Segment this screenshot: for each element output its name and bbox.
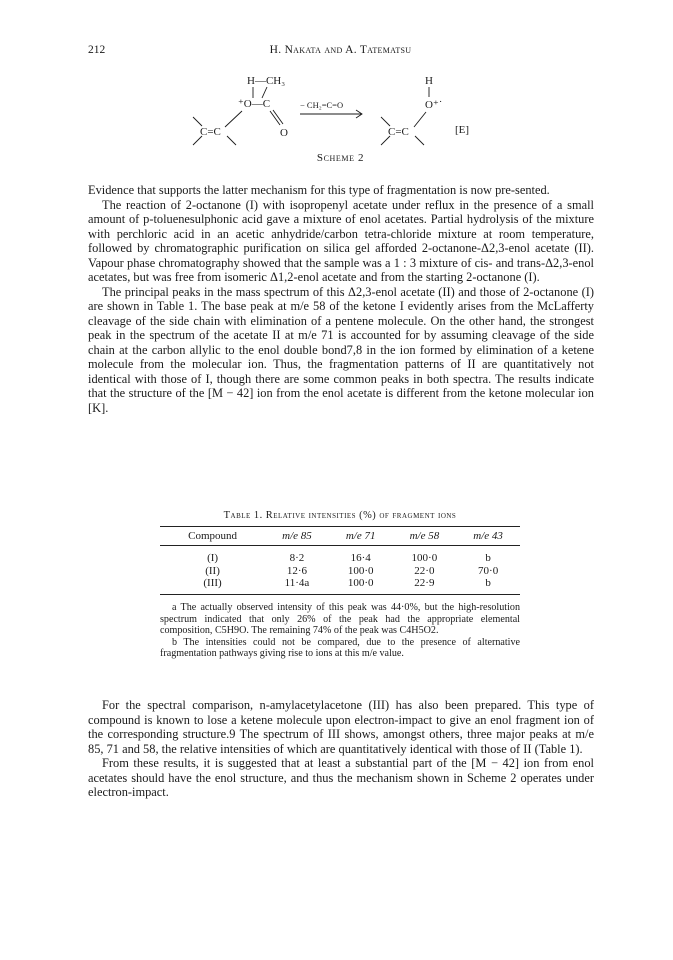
table-header: Compound [160, 527, 265, 546]
table-header: m/e 85 [265, 527, 329, 546]
scheme-tag: [E] [455, 124, 470, 136]
body-text-bottom [88, 698, 594, 800]
scheme-left-cc: C=C [200, 126, 221, 138]
paragraph: From these results, it is suggested that at least a substantial part of the [M − 42] ion from enol acetates should have the enol structure, and thus the mechanism shown in Scheme 2 operates under electron-impact. [88, 756, 594, 799]
scheme-left-oplus: ⁺O—C [238, 98, 271, 110]
table-footnote: b The intensities could not be compared, due to the presence of alternative fragmentation pathways giving rise to ions at this m/e value. [160, 636, 520, 660]
intensity-table [160, 526, 520, 595]
table-row [160, 546, 520, 565]
table-cell: 100·0 [347, 564, 374, 577]
paragraph: Evidence that supports the latter mechanism for this type of fragmentation is now pre-sented. [88, 183, 550, 197]
table-header: m/e 43 [456, 527, 520, 546]
paragraph: For the spectral comparison, n-amylacetylacetone (III) has also been prepared. This type of compound is known to lose a ketene molecule upon electron-impact to give an enol fragment ion of the corresponding structure.9 The spectrum of III shows, amongst others, three major peaks at m/e 85, 71 and 58, the relative intensities of which are quantitatively identical with those of II (Table 1). [88, 698, 594, 756]
table-cell: 100·0 [329, 577, 393, 594]
table-cell: 12·6 [286, 564, 308, 577]
scheme-right-o: O⁺˙ [425, 99, 443, 111]
scheme-caption: Scheme 2 [316, 152, 365, 164]
scheme-left-top: H—CH₃ [247, 75, 286, 87]
table-cell: 22·9 [393, 577, 457, 594]
body-text-top [88, 183, 594, 415]
table-row [160, 565, 520, 578]
table-caption: Table 1. Relative intensities (%) of fragment ions [223, 510, 457, 521]
scheme-right-cc: C=C [388, 126, 409, 138]
table-header-row [160, 527, 520, 546]
table-cell: 16·4 [350, 552, 371, 564]
table-cell: 100·0 [411, 552, 438, 564]
page-header [88, 44, 593, 60]
table-cell: b [485, 552, 491, 564]
reaction-scheme [150, 72, 510, 157]
scheme-arrow-label: − CH₂=C=O [300, 100, 344, 110]
table-cell: 8·2 [289, 552, 305, 564]
table-cell: (III) [160, 577, 265, 594]
table-footnotes [160, 602, 520, 660]
table-cell: (II) [205, 564, 220, 577]
table-cell: (I) [207, 552, 219, 564]
scheme-left-o: O [280, 127, 288, 139]
running-head: H. Nakata and A. Tatematsu [269, 44, 412, 56]
table-row [160, 577, 520, 594]
paragraph: The principal peaks in the mass spectrum of this Δ2,3-enol acetate (II) and those of 2-octanone (I) are shown in Table 1. The base peak at m/e 58 of the ketone I evidently arises from the McLafferty cleavage of the side chain with elimination of a pentene molecule. On the other hand, the strongest peak in the spectrum of the acetate II at m/e 71 is accounted for by assuming cleavage of the side chain at the carbon allylic to the enol double bond7,8 in the ion formed by elimination of a ketene molecule from the molecular ion. Thus, the fragmentation patterns of II are quantitatively not identical with those of I, though there are some common peaks in both spectra. The results indicate that the structure of the [M − 42] ion from the enol acetate is different from the ketone molecular ion [K]. [88, 284, 594, 415]
page-number: 212 [88, 44, 106, 56]
paragraph: The reaction of 2-octanone (I) with isopropenyl acetate under reflux in the presence of a small amount of p-toluenesulphonic acid gave a mixture of enol acetates. Partial hydrolysis of the mixture with perchloric acid in an acetic anhydride/carbon tetra-chloride mixture at room temperature, followed by chromatographic purification on silica gel afforded 2-octanone-Δ2,3-enol acetate (II). Vapour phase chromatography showed that the sample was a 1 : 3 mixture of cis- and trans-Δ2,3-enol acetates, but was free from isomeric Δ1,2-enol acetate and from the starting 2-octanone (I). [88, 197, 594, 284]
scheme-right-h: H [425, 75, 433, 87]
table-cell: 22·0 [414, 564, 435, 577]
table-header: m/e 71 [329, 527, 393, 546]
table-footnote: a The actually observed intensity of this peak was 44·0%, but the high-resolution spectrum indicated that only 26% of the peak had the appropriate elemental composition, C5H9O. The remaining 74% of the peak was C4H5O2. [160, 602, 520, 637]
table-cell: 70·0 [478, 564, 499, 577]
table-1 [160, 510, 520, 595]
table-cell: 11·4a [265, 577, 329, 594]
table-header: m/e 58 [393, 527, 457, 546]
table-cell: b [456, 577, 520, 594]
